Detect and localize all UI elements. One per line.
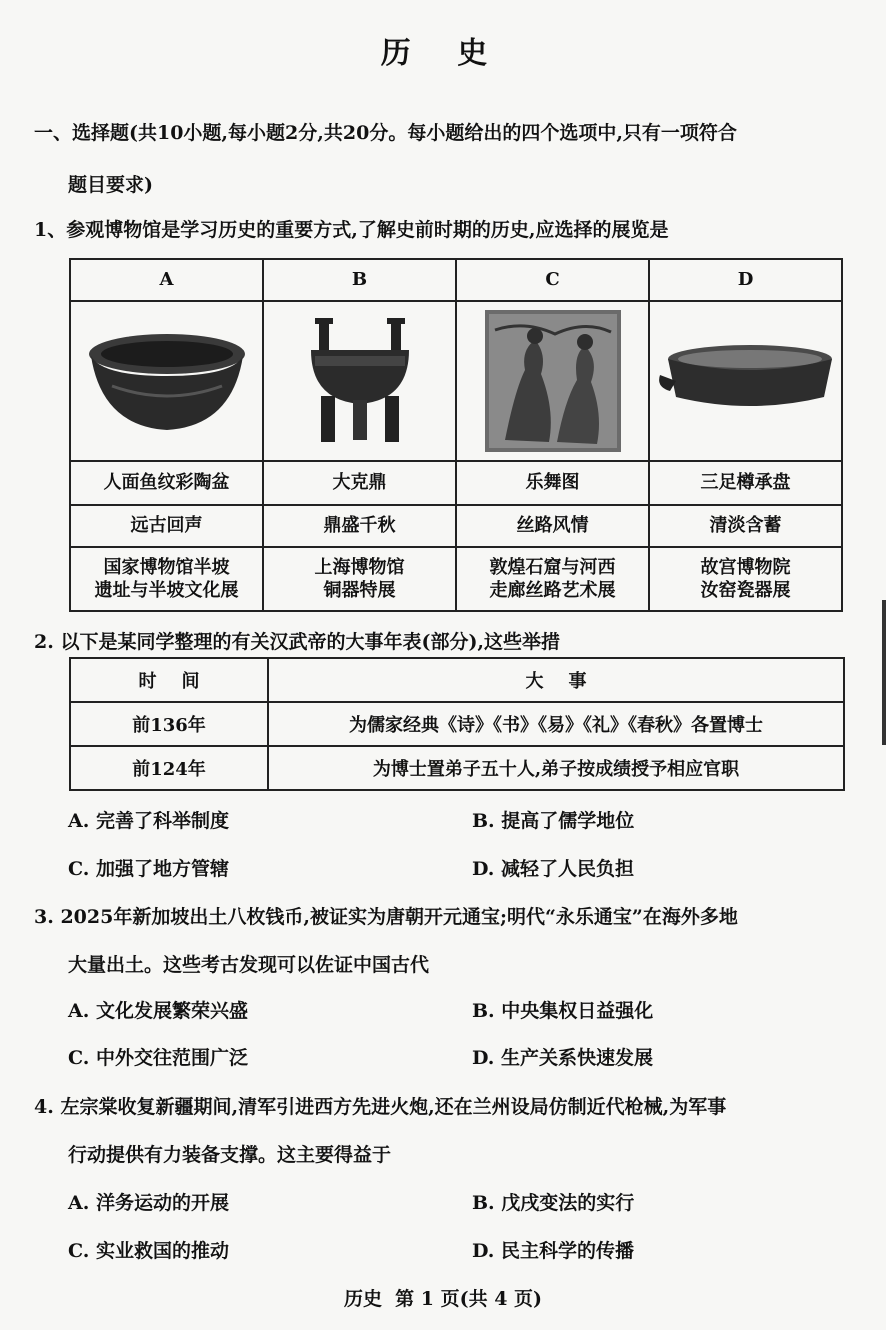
artifact-b: 大克鼎: [263, 461, 456, 505]
q4-option-c[interactable]: C. 实业救国的推动: [68, 1240, 230, 1262]
exhibition-d: 故宫博物院 汝窑瓷器展: [649, 547, 842, 611]
q3-option-d[interactable]: D. 生产关系快速发展: [472, 1047, 654, 1069]
event-header: 大 事: [268, 658, 844, 702]
table-row: [70, 702, 844, 746]
table-row: [70, 746, 844, 790]
theme-a: 远古回声: [70, 505, 263, 547]
theme-c: 丝路风情: [456, 505, 649, 547]
page-footer: 历史 第 1 页(共 4 页): [343, 1288, 543, 1310]
row-event: 为博士置弟子五十人,弟子按成绩授予相应官职: [268, 746, 844, 790]
exhibition-b: 上海博物馆 铜器特展: [263, 547, 456, 611]
column-b-header: B: [263, 259, 456, 301]
exhibit-table: [69, 258, 843, 612]
mural-painting-icon: [485, 310, 621, 452]
q4-option-b[interactable]: B. 戊戌变法的实行: [472, 1192, 635, 1214]
binding-edge-mark: [882, 600, 886, 745]
row-time: 前124年: [70, 746, 268, 790]
column-c-header: C: [456, 259, 649, 301]
q4-option-d[interactable]: D. 民主科学的传播: [472, 1240, 635, 1262]
bronze-ding-icon: [305, 316, 415, 446]
q2-option-c[interactable]: C. 加强了地方管辖: [68, 858, 230, 880]
events-table: [69, 657, 845, 791]
q3-option-c[interactable]: C. 中外交往范围广泛: [68, 1047, 249, 1069]
image-cell-b: [263, 301, 456, 461]
question-1-stem: 1、参观博物馆是学习历史的重要方式,了解史前时期的历史,应选择的展览是: [34, 219, 669, 241]
q3-option-b[interactable]: B. 中央集权日益强化: [472, 1000, 654, 1022]
section-heading: 一、选择题(共10小题,每小题2分,共20分。每小题给出的四个选项中,只有一项符合: [34, 122, 737, 144]
exhibition-a: 国家博物馆半坡 遗址与半坡文化展: [70, 547, 263, 611]
page-title: 历 史: [380, 36, 506, 71]
q2-option-d[interactable]: D. 减轻了人民负担: [472, 858, 635, 880]
artifact-a: 人面鱼纹彩陶盆: [70, 461, 263, 505]
time-header: 时 间: [70, 658, 268, 702]
row-time: 前136年: [70, 702, 268, 746]
theme-d: 清淡含蓄: [649, 505, 842, 547]
exhibition-c: 敦煌石窟与河西 走廊丝路艺术展: [456, 547, 649, 611]
column-d-header: D: [649, 259, 842, 301]
artifact-d: 三足樽承盘: [649, 461, 842, 505]
image-cell-a: [70, 301, 263, 461]
question-4-stem: 4. 左宗棠收复新疆期间,清军引进西方先进火炮,还在兰州设局仿制近代枪械,为军事: [34, 1096, 727, 1118]
question-3-stem: 3. 2025年新加坡出土八枚钱币,被证实为唐朝开元通宝;明代“永乐通宝”在海外多地: [34, 906, 738, 928]
artifact-c: 乐舞图: [456, 461, 649, 505]
q2-option-a[interactable]: A. 完善了科举制度: [68, 810, 229, 832]
q2-option-b[interactable]: B. 提高了儒学地位: [472, 810, 635, 832]
q4-option-a[interactable]: A. 洋务运动的开展: [68, 1192, 229, 1214]
image-cell-d: [649, 301, 842, 461]
question-3-stem-cont: 大量出土。这些考古发现可以佐证中国古代: [68, 954, 430, 976]
question-4-stem-cont: 行动提供有力装备支撑。这主要得益于: [68, 1144, 392, 1166]
row-event: 为儒家经典《诗》《书》《易》《礼》《春秋》各置博士: [268, 702, 844, 746]
section-heading-cont: 题目要求): [68, 174, 153, 196]
theme-b: 鼎盛千秋: [263, 505, 456, 547]
pottery-basin-icon: [82, 326, 252, 436]
image-cell-c: [456, 301, 649, 461]
tripod-tray-icon: [656, 341, 836, 421]
column-a-header: A: [70, 259, 263, 301]
question-2-stem: 2. 以下是某同学整理的有关汉武帝的大事年表(部分),这些举措: [34, 631, 561, 653]
q3-option-a[interactable]: A. 文化发展繁荣兴盛: [68, 1000, 248, 1022]
